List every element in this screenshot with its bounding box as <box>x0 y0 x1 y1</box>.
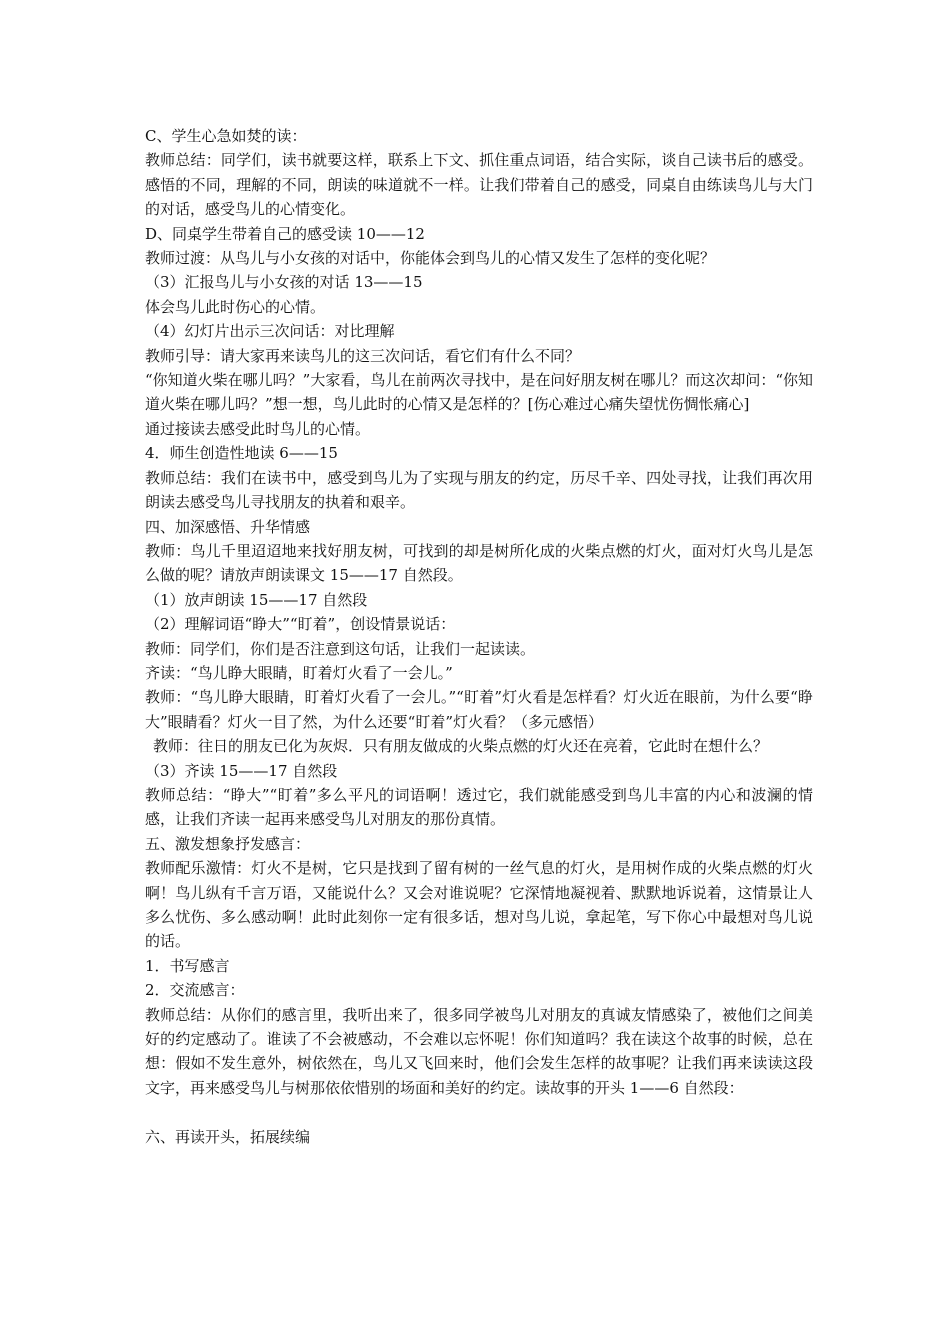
step-4-slides: （4）幻灯片出示三次问话：对比理解 <box>145 322 395 341</box>
blank-line <box>145 1100 813 1124</box>
teacher-summary-paragraph-3: 教师总结：“睁大”“盯着”多么平凡的词语啊！透过它，我们就能感受到鸟儿丰富的内心和波澜的情感，让我们齐读一起再来感受鸟儿对朋友的那份真情。 <box>145 785 813 829</box>
teacher-summary-paragraph-4: 教师总结：从你们的感言里，我听出来了，很多同学被鸟儿对朋友的真诚友情感染了，被他们之间美好的约定感动了。谁读了不会被感动，不会难以忘怀呢！你们知道吗？我在读这个故事的时候，总在想：假如不发生意外，树依然在，鸟儿又飞回来时，他们会发生怎样的故事呢？让我们再来读读这段文字，再来感受鸟儿与树那依依惜别的场面和美好的约定。读故事的开头 1——6 自然段： <box>145 1005 813 1097</box>
choral-reading-paragraph: 齐读：“鸟儿睁大眼睛，盯着灯火看了一会儿。” <box>145 663 453 682</box>
document-body <box>145 124 813 1149</box>
step-1-reading: （1）放声朗读 15——17 自然段 <box>145 590 368 609</box>
relay-reading-paragraph: 通过接读去感受此时鸟儿的心情。 <box>145 419 371 438</box>
teacher-summary-paragraph-2: 教师总结：我们在读书中，感受到鸟儿为了实现与朋友的约定，历尽千辛、四处寻找，让我们再次用朗读去感受鸟儿寻找朋友的执着和艰辛。 <box>145 468 813 512</box>
teacher-question-paragraph: 教师：“鸟儿睁大眼睛，盯着灯火看了一会儿。”“盯着”灯火看是怎样看？灯火近在眼前，为什么要“睁大”眼睛看？灯火一目了然，为什么还要“盯着”灯火看？（多元感悟） <box>145 688 813 731</box>
numbered-item-1: 1．书写感言 <box>145 956 230 975</box>
teacher-transition-paragraph: 教师过渡：从鸟儿与小女孩的对话中，你能体会到鸟儿的心情又发生了怎样的变化呢？ <box>145 249 716 268</box>
teacher-reflection-paragraph: 教师：往日的朋友已化为灰烬．只有朋友做成的火柴点燃的灯火还在亮着，它此时在想什么？ <box>153 737 769 756</box>
step-3-choral: （3）齐读 15——17 自然段 <box>145 761 338 780</box>
feeling-paragraph: 体会鸟儿此时伤心的心情。 <box>145 297 326 316</box>
numbered-item-2: 2．交流感言： <box>145 981 245 1000</box>
section-heading-6: 六、再读开头，拓展续编 <box>145 1127 311 1146</box>
section-item-d: D、同桌学生带着自己的感受读 10——12 <box>145 224 425 243</box>
teacher-summary-paragraph: 教师总结：同学们，读书就要这样，联系上下文、抓住重点词语，结合实际，谈自己读书后的感受。感悟的不同，理解的不同，朗读的味道就不一样。让我们带着自己的感受，同桌自由练读鸟儿与大门的对话，感受鸟儿的心情变化。 <box>145 151 813 219</box>
step-2-vocabulary: （2）理解词语“睁大”“盯着”，创设情景说话： <box>145 615 456 634</box>
section-item-c: C、学生心急如焚的读： <box>145 127 307 145</box>
step-3-report: （3）汇报鸟儿与小女孩的对话 13——15 <box>145 273 423 292</box>
numbered-item-4: 4．师生创造性地读 6——15 <box>145 444 338 463</box>
teacher-prompt-paragraph: 教师：同学们，你们是否注意到这句话，让我们一起读读。 <box>145 639 536 658</box>
teacher-paragraph: 教师：鸟儿千里迢迢地来找好朋友树，可找到的却是树所化成的火柴点燃的灯火，面对灯火鸟儿是怎么做的呢？请放声朗读课文 15——17 自然段。 <box>145 541 813 585</box>
question-comparison-paragraph: “你知道火柴在哪儿吗？”大家看，鸟儿在前两次寻找中，是在问好朋友树在哪儿？而这次却问：“你知道火柴在哪儿吗？”想一想，鸟儿此时的心情又是怎样的？[伤心难过心痛失望忧伤惆怅痛心] <box>145 371 814 414</box>
teacher-guide-paragraph: 教师引导：请大家再来读鸟儿的这三次问话，看它们有什么不同？ <box>145 346 581 365</box>
section-heading-5: 五、激发想象抒发感言： <box>145 834 311 853</box>
teacher-music-paragraph: 教师配乐激情：灯火不是树，它只是找到了留有树的一丝气息的灯火，是用树作成的火柴点燃的灯火啊！鸟儿纵有千言万语，又能说什么？又会对谁说呢？它深情地凝视着、默默地诉说着，这情景让人多么忧伤、多么感动啊！此时此刻你一定有很多话，想对鸟儿说，拿起笔，写下你心中最想对鸟儿说的话。 <box>145 859 813 951</box>
section-heading-4: 四、加深感悟、升华情感 <box>145 517 311 536</box>
